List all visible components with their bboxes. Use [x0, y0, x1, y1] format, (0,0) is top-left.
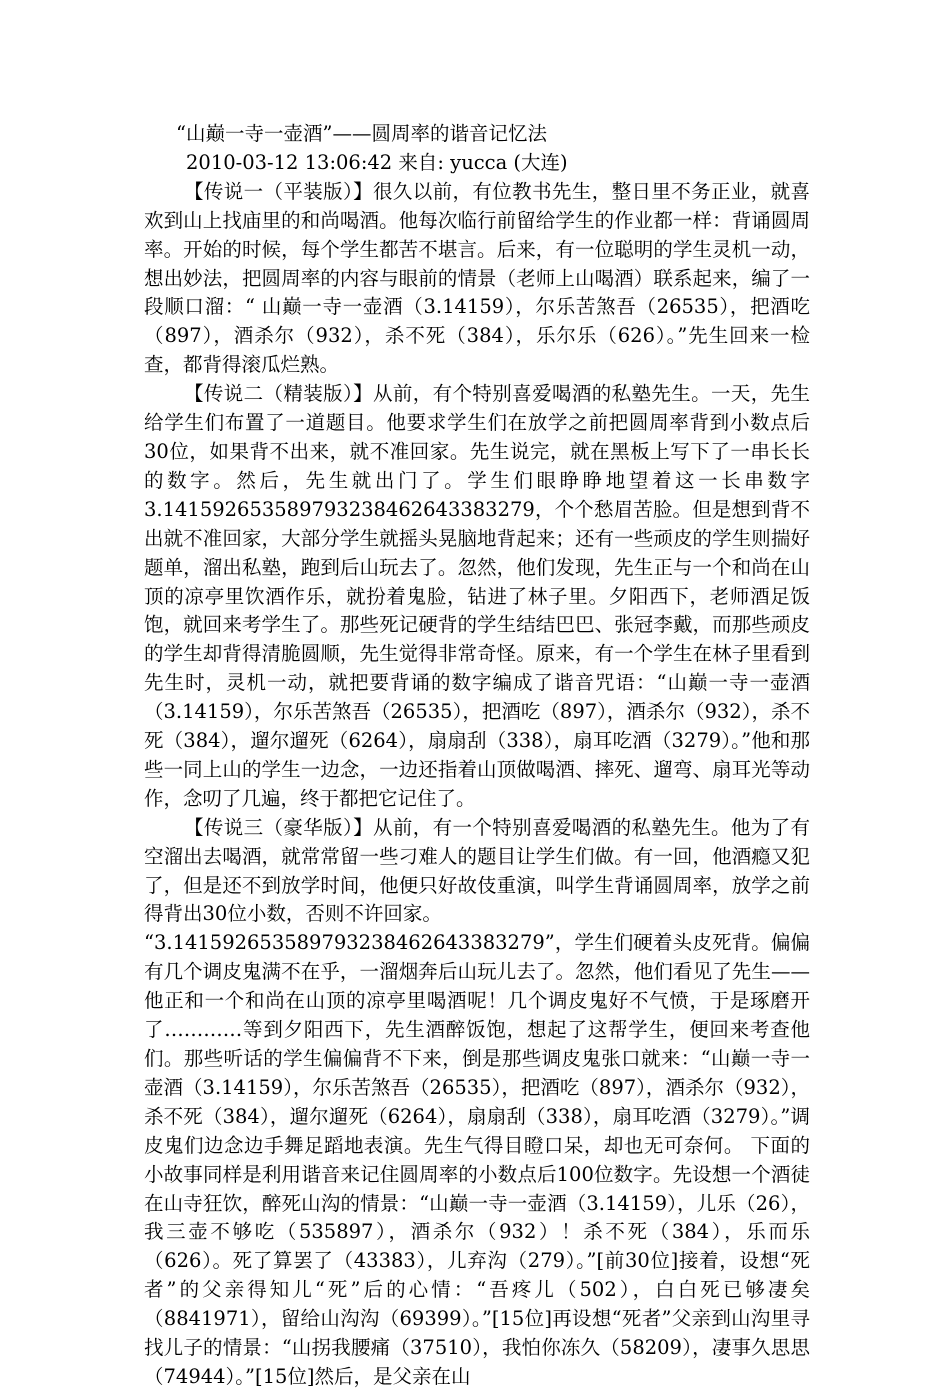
paragraph-legend-one: 【传说一（平装版）】很久以前，有位教书先生，整日里不务正业，就喜欢到山上找庙里的和尚喝酒。他每次临行前留给学生的作业都一样：背诵圆周率。开始的时候，每个学生都苦不堪言。后来，有一位聪明的学生灵机一动，想出妙法，把圆周率的内容与眼前的情景（老师上山喝酒）联系起来，编了一段顺口溜：“ 山巅一寺一壶酒（3.14159），尔乐苦煞吾（26535），把酒吃（897），酒杀尔（932），杀不死（384），乐尔乐（626）。”先生回来一检查，都背得滚瓜烂熟。: [144, 179, 810, 377]
paragraph-legend-two: 【传说二（精装版）】从前，有个特别喜爱喝酒的私塾先生。一天，先生给学生们布置了一道题目。他要求学生们在放学之前把圆周率背到小数点后30位，如果背不出来，就不准回家。先生说完，就在黑板上写下了一串长长的数字。然后，先生就出门了。学生们眼睁睁地望着这一长串数字3.141592653589793238462643383279，个个愁眉苦脸。但是想到背不出就不准回家，大部分学生就摇头晃脑地背起来；还有一些顽皮的学生则揣好题单，溜出私塾，跑到后山玩去了。忽然，他们发现，先生正与一个和尚在山顶的凉亭里饮酒作乐，就扮着鬼脸，钻进了林子里。夕阳西下，老师酒足饭饱，就回来考学生了。那些死记硬背的学生结结巴巴、张冠李戴，而那些顽皮的学生却背得清脆圆顺，先生觉得非常奇怪。原来，有一个学生在林子里看到先生时，灵机一动，就把要背诵的数字编成了谐音咒语：“山巅一寺一壶酒（3.14159），尔乐苦煞吾（26535），把酒吃（897），酒杀尔（932），杀不死（384），遛尔遛死（6264），扇扇刮（338），扇耳吃酒（3279）。”他和那些一同上山的学生一边念，一边还指着山顶做喝酒、摔死、遛弯、扇耳光等动作，念叨了几遍，终于都把它记住了。: [144, 382, 810, 810]
document-body: [144, 120, 810, 1392]
paragraph-continuation: “3.141592653589793238462643383279”，学生们硬着头皮死背。偏偏有几个调皮鬼满不在乎，一溜烟奔后山玩儿去了。忽然，他们看见了先生——他正和一个和尚在山顶的凉亭里喝酒呢！几个调皮鬼好不气愤，于是琢磨开了…………等到夕阳西下，先生酒醉饭饱，想起了这帮学生，便回来考查他们。那些听话的学生偏偏背不下来，倒是那些调皮鬼张口就来：“山巅一寺一壶酒（3.14159），尔乐苦煞吾（26535），把酒吃（897），酒杀尔（932），杀不死（384），遛尔遛死（6264），扇扇刮（338），扇耳吃酒（3279）。”调皮鬼们边念边手舞足蹈地表演。先生气得目瞪口呆，却也无可奈何。 下面的小故事同样是利用谐音来记住圆周率的小数点后100位数字。先设想一个酒徒在山寺狂饮，醉死山沟的情景：“山巅一寺一壶酒（3.14159），儿乐（26），我三壶不够吃（535897），酒杀尔（932）！杀不死（384），乐而乐（626）。死了算罢了（43383），儿弃沟（279）。”[前30位]接着，设想“死者”的父亲得知儿“死”后的心情：“吾疼儿（502），白白死已够凄矣（8841971），留给山沟沟（69399）。”[15位]再设想“死者”父亲到山沟里寻找儿子的情景：“山拐我腰痛（37510），我怕你冻久（58209），凄事久思思（74944）。”[15位]然后，是父亲在山: [144, 931, 810, 1388]
paragraph-legend-three: 【传说三（豪华版）】从前，有一个特别喜爱喝酒的私塾先生。他为了有空溜出去喝酒，就常常留一些刁难人的题目让学生们做。有一回，他酒瘾又犯了，但是还不到放学时间，他便只好故伎重演，叫学生背诵圆周率，放学之前得背出30位小数，否则不许回家。: [144, 815, 810, 926]
document-meta: 2010-03-12 13:06:42 来自: yucca (大连): [186, 150, 568, 174]
document-title: “山巅一寺一壶酒”——圆周率的谐音记忆法: [176, 122, 547, 145]
